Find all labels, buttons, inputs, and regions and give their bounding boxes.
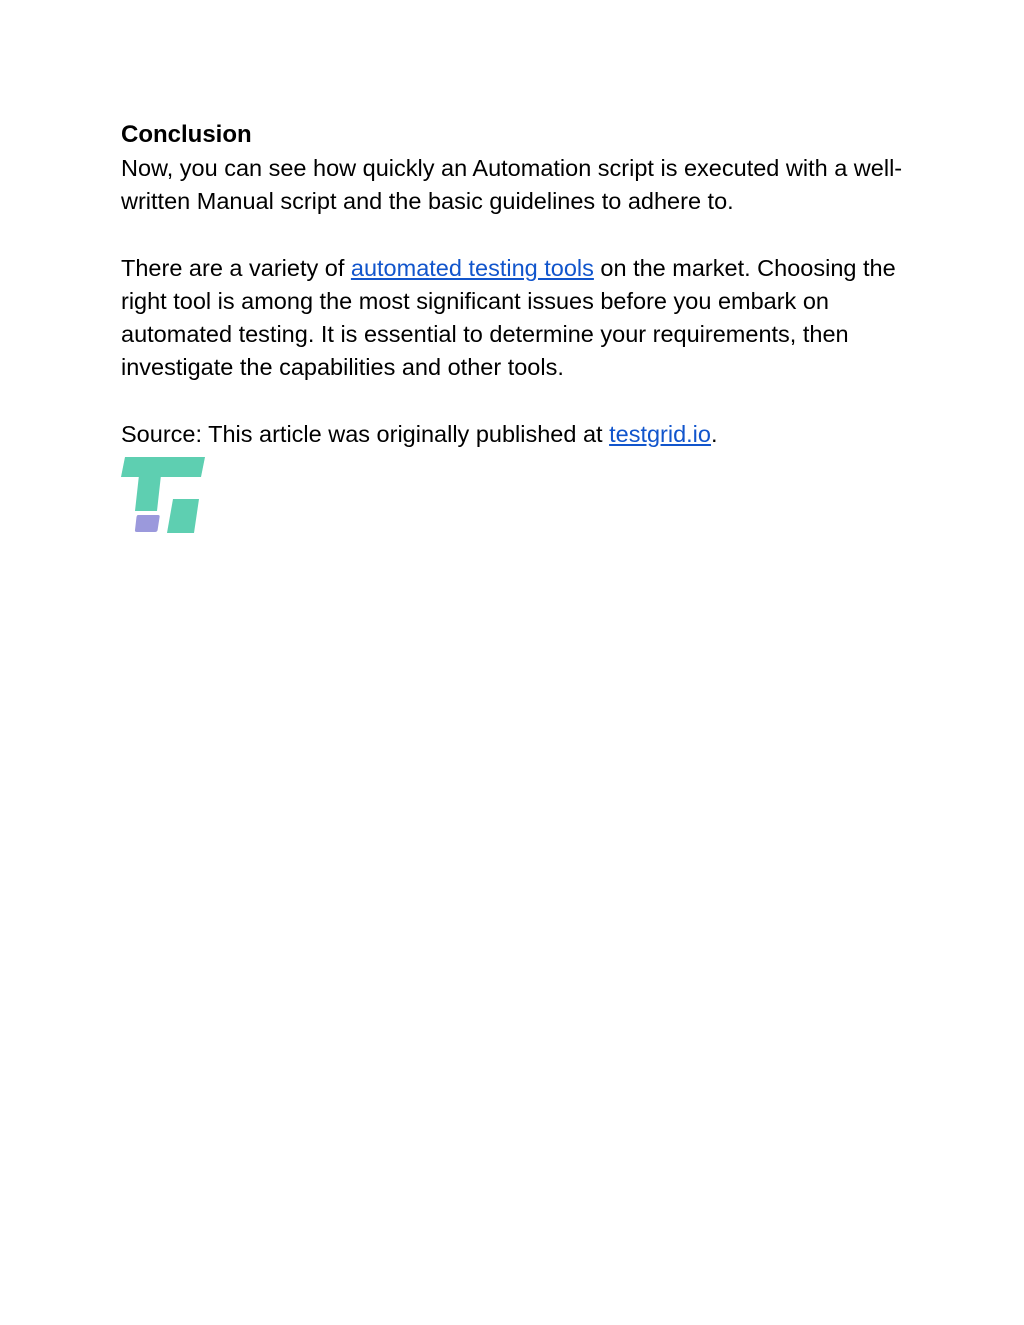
logo-top-bar — [121, 457, 205, 477]
logo-right-block — [167, 499, 199, 533]
tools-paragraph-text-after: on the market. Choosing the right tool is among the most significant issues before you embark on automated testing. It is essential to determine your requirements, then investigate the capabilities and other tools. — [121, 254, 896, 381]
section-heading: Conclusion — [121, 121, 252, 148]
automated-testing-tools-link[interactable]: automated testing tools — [350, 254, 594, 281]
source-paragraph — [121, 418, 911, 451]
paragraph-spacer — [121, 385, 911, 418]
logo-stem — [135, 475, 161, 511]
testgrid-link[interactable]: testgrid.io — [609, 420, 711, 447]
document-page — [121, 118, 911, 535]
source-text-before: Source: This article was originally published at — [121, 420, 610, 447]
paragraph-spacer — [121, 219, 911, 252]
testgrid-logo-icon — [121, 455, 205, 535]
logo-dot — [135, 515, 160, 532]
tools-paragraph-text-before: There are a variety of — [121, 254, 351, 281]
source-text-after: . — [710, 420, 718, 447]
conclusion-paragraph: Now, you can see how quickly an Automation script is executed with a well-written Manual script and the basic guidelines to adhere to. — [121, 155, 903, 215]
tools-paragraph — [121, 252, 911, 385]
